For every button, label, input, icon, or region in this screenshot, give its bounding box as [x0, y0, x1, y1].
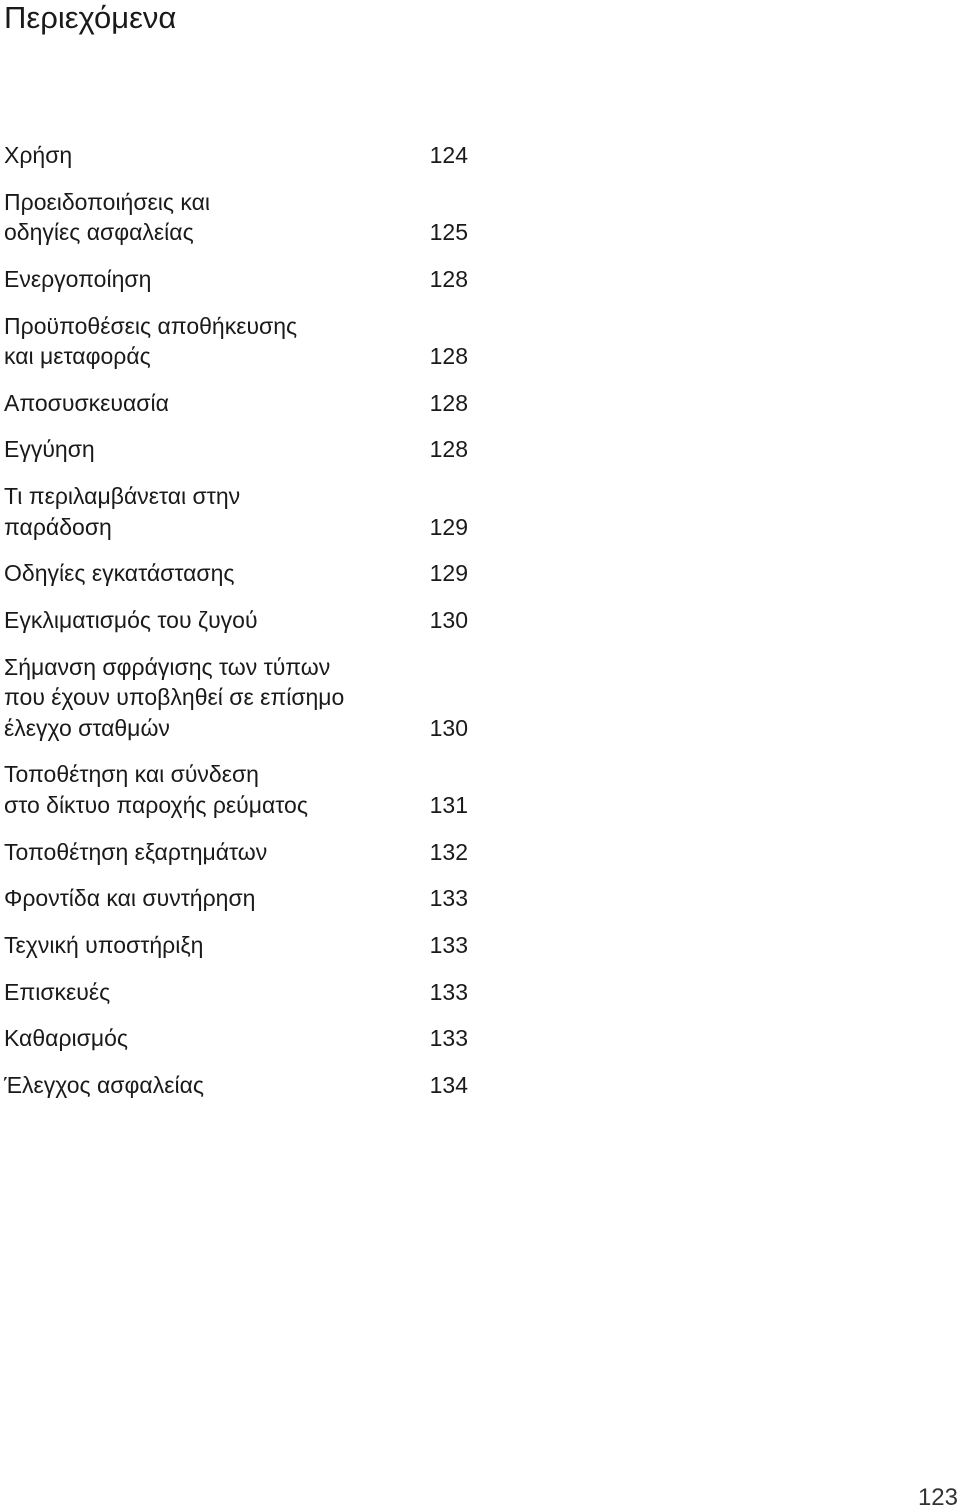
toc-entry-label: Οδηγίες εγκατάστασης [4, 560, 235, 587]
toc-entry-label: Τι περιλαμβάνεται στην παράδοση [4, 483, 241, 540]
toc-entry-label: Τοποθέτηση και σύνδεση στο δίκτυο παροχής ρεύματος [4, 761, 308, 818]
page-title: Περιεχόμενα [4, 0, 177, 35]
toc-entry-label: Προϋποθέσεις αποθήκευσης και μεταφοράς [4, 312, 298, 370]
toc-entry-page: 129 [429, 560, 468, 587]
toc-entry[interactable] [4, 930, 472, 961]
toc-entry-page: 130 [429, 607, 468, 633]
toc-entry-page: 128 [429, 265, 468, 292]
toc-entry-page: 133 [429, 1025, 468, 1052]
table-of-contents [4, 140, 472, 1117]
toc-entry[interactable] [4, 977, 472, 1008]
toc-entry-page: 133 [429, 978, 468, 1005]
toc-entry-label: Τεχνική υποστήριξη [4, 931, 204, 958]
toc-entry-page: 128 [429, 343, 468, 370]
toc-entry-label: Επισκευές [4, 978, 111, 1005]
toc-entry-page: 129 [429, 513, 468, 540]
toc-entry-label: Αποσυσκευασία [4, 389, 169, 416]
toc-entry-page: 133 [429, 931, 468, 958]
toc-entry[interactable] [4, 759, 472, 820]
toc-entry[interactable] [4, 140, 472, 171]
toc-entry-page: 125 [429, 219, 468, 246]
toc-entry-label: Ενεργοποίηση [4, 265, 152, 292]
toc-entry-page: 132 [429, 838, 468, 865]
toc-entry-page: 128 [429, 436, 468, 463]
toc-entry-label: Έλεγχος ασφαλείας [4, 1072, 204, 1098]
toc-entry-page: 124 [429, 142, 468, 168]
toc-entry-page: 133 [429, 885, 468, 912]
toc-entry[interactable] [4, 264, 472, 295]
toc-entry-page: 131 [429, 791, 468, 818]
toc-entry[interactable] [4, 652, 472, 744]
toc-entry-label: Προειδοποιήσεις και οδηγίες ασφαλείας [4, 188, 211, 246]
toc-entry-label: Χρήση [4, 142, 73, 168]
toc-entry[interactable] [4, 311, 472, 372]
toc-entry[interactable] [4, 558, 472, 589]
toc-entry[interactable] [4, 1070, 472, 1101]
toc-entry-label: Εγγύηση [4, 436, 95, 463]
toc-entry-label: Φροντίδα και συντήρηση [4, 885, 256, 912]
toc-entry-label: Σήμανση σφράγισης των τύπων που έχουν υποβληθεί σε επίσημο έλεγχο σταθμών [4, 653, 345, 741]
toc-entry-page: 128 [429, 389, 468, 416]
toc-entry[interactable] [4, 187, 472, 248]
page-number: 123 [917, 1484, 958, 1511]
toc-entry-label: Καθαρισμός [4, 1025, 128, 1052]
toc-entry[interactable] [4, 605, 472, 636]
toc-entry[interactable] [4, 481, 472, 542]
toc-entry-label: Εγκλιματισμός του ζυγού [4, 607, 258, 633]
toc-entry-label: Τοποθέτηση εξαρτημάτων [4, 838, 268, 865]
toc-entry[interactable] [4, 883, 472, 914]
toc-entry-page: 130 [429, 714, 468, 741]
toc-entry[interactable] [4, 434, 472, 465]
toc-entry[interactable] [4, 388, 472, 419]
toc-entry[interactable] [4, 837, 472, 868]
toc-entry-page: 134 [429, 1072, 468, 1098]
toc-entry[interactable] [4, 1023, 472, 1054]
